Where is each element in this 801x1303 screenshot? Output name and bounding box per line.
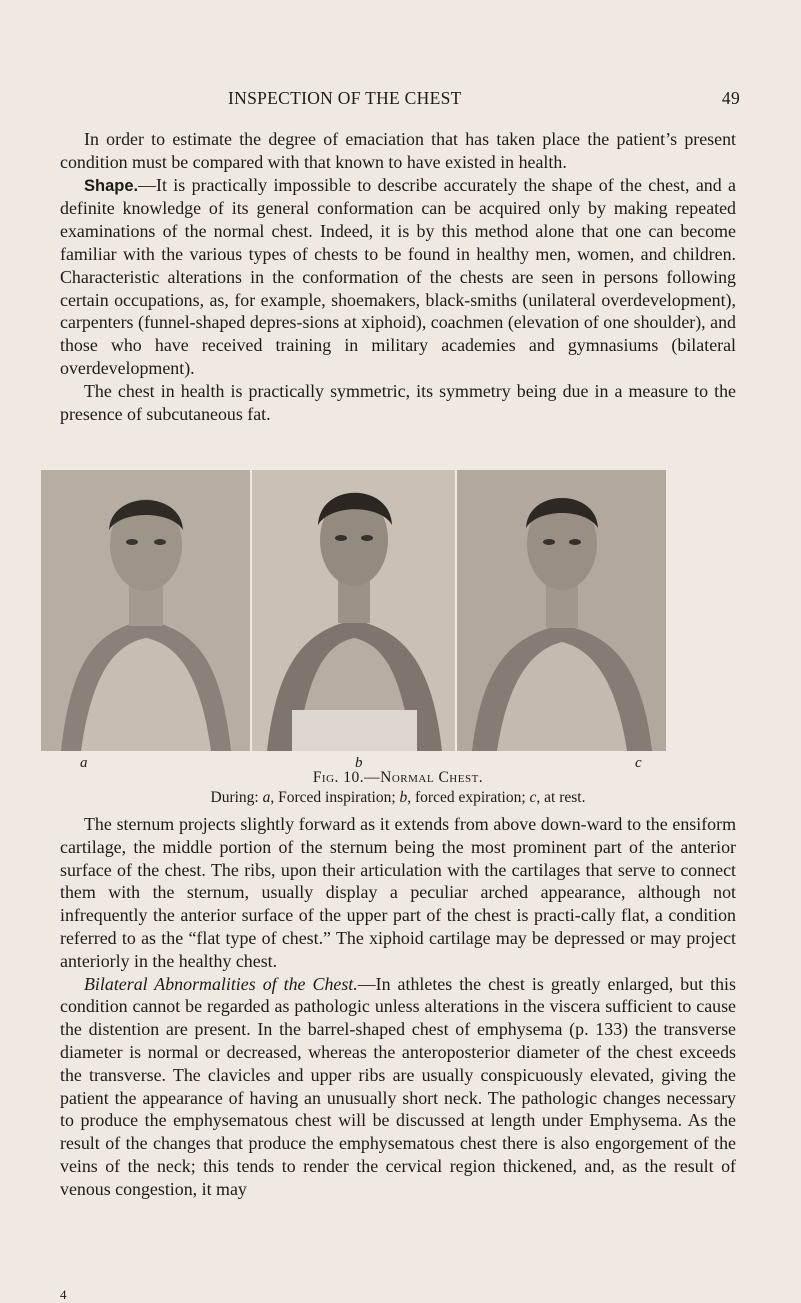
section-heading: Shape. [84,176,139,195]
photo-a [41,470,252,751]
section-heading: Bilateral Abnormalities of the Chest. [84,973,358,994]
caption-title: Fig. 10.—Normal Chest. [312,769,484,786]
paragraph: The chest in health is practically symmetric, its symmetry being due in a measure to the presence of subcutaneous fat. [60,380,736,424]
paragraph-bilateral: Bilateral Abnormalities of the Chest.—In athletes the chest is greatly enlarged, but this condition cannot be regarded as pathologic unless alterations in the viscera sufficient to cause the distention are present. In the barrel-shaped chest of emphysema (p. 133) the transverse diameter is normal or decreased, whereas the anteroposterior diameter of the chest exceeds the transverse. The clavicles and upper ribs are usually conspicuously elevated, giving the patient the appearance of having an unusually short neck. The pathologic changes necessary to produce the emphysematous chest will be discussed at length under Emphysema. As the result of the changes that produce the emphysematous chest there is also engorgement of the veins of the neck; this tends to render the cervical region thickened, and, as the result of venous congestion, it may [60,973,736,1199]
paragraph: The sternum projects slightly forward as it extends from above down-ward to the ensiform cartilage, the middle portion of the sternum being the most prominent part of the anterior surface of the chest. The ribs, upon their articulation with the cartilages that serve to connect them with the sternum, usually display a peculiar arched appearance, although not infrequently the anterior surface of the upper part of the chest is practi-cally flat, a condition referred to as the “flat type of chest.” The xiphoid cartilage may be depressed or may project anteriorly in the healthy chest. [60,814,736,971]
caption-description: During: a, Forced inspiration; b, forced expiration; c, at rest. [210,789,586,806]
lower-text [60,813,736,1201]
header-title: INSPECTION OF THE CHEST [228,88,462,108]
upper-text [60,128,736,425]
panel-letter-c: c [635,755,642,771]
paragraph: In order to estimate the degree of emaciation that has taken place the patient’s present condition must be compared with that known to have existed in health. [60,129,736,172]
photo-c [457,470,666,751]
figure-photographs [41,470,666,751]
figure-caption [60,768,736,808]
paragraph-shape: Shape.—It is practically impossible to describe accurately the shape of the chest, and a definite knowledge of its general conformation can be acquired only by making repeated examinations of the normal chest. Indeed, it is by this method alone that one can become familiar with the various types of chests to be found in healthy men, women, and children. Characteristic alterations in the conformation of the chests are seen in persons following certain occupations, as, for example, shoemakers, black-smiths (unilateral overdevelopment), carpenters (funnel-shaped depres-sions at xiphoid), coachmen (elevation of one shoulder), and those who have received training in military academies and gymnasiums (bilateral overdevelopment). [60,174,736,378]
photo-b [252,470,458,751]
signature-mark: 4 [60,1287,67,1302]
page-number: 49 [721,88,740,108]
panel-letter-b: b [355,755,363,771]
panel-letter-a: a [80,755,88,771]
